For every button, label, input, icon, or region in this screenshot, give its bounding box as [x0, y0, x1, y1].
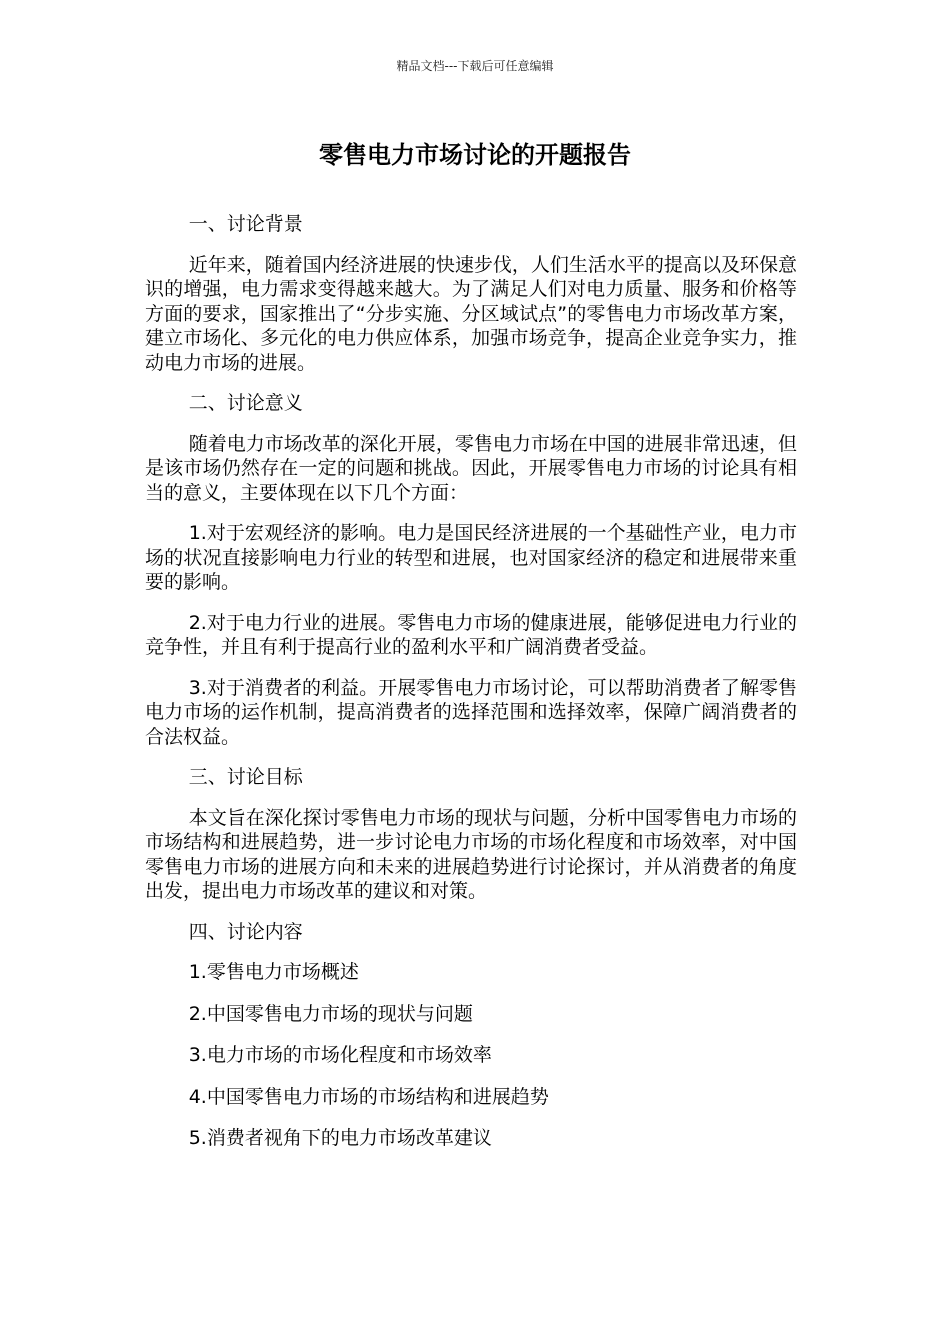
- document-title: 零售电力市场讨论的开题报告: [319, 141, 631, 169]
- section-heading-significance: 二、讨论意义: [188, 392, 303, 414]
- section-heading-content: 四、讨论内容: [188, 920, 303, 943]
- significance-point: 3.对于消费者的利益。开展零售电力市场讨论，可以帮助消费者了解零售电力市场的运作机制，提高消费者的选择范围和选择效率，保障广阔消费者的合法权益。: [145, 676, 797, 748]
- significance-point: 1.对于宏观经济的影响。电力是国民经济进展的一个基础性产业，电力市场的状况直接影响电力行业的转型和进展，也对国家经济的稳定和进展带来重要的影响。: [145, 522, 797, 593]
- objectives-paragraph: 本文旨在深化探讨零售电力市场的现状与问题，分析中国零售电力市场的市场结构和进展趋势，进一步讨论电力市场的市场化程度和市场效率，对中国零售电力市场的进展方向和未来的进展趋势进行讨论探讨，并从消费者的角度出发，提出电力市场改革的建议和对策。: [145, 806, 797, 902]
- content-list-item: 3.电力市场的市场化程度和市场效率: [188, 1044, 492, 1066]
- document-body: [145, 212, 797, 1168]
- content-list-item: 2.中国零售电力市场的现状与问题: [188, 1002, 473, 1025]
- content-list-item: 1.零售电力市场概述: [188, 961, 359, 983]
- content-list-item: 5.消费者视角下的电力市场改革建议: [188, 1127, 492, 1149]
- significance-intro-paragraph: 随着电力市场改革的深化开展，零售电力市场在中国的进展非常迅速，但是该市场仍然存在一定的问题和挑战。因此，开展零售电力市场的讨论具有相当的意义，主要体现在以下几个方面：: [145, 432, 797, 504]
- section-heading-objectives: 三、讨论目标: [188, 766, 303, 788]
- header-note: 精品文档---下载后可任意编辑: [396, 59, 554, 73]
- content-list-item: 4.中国零售电力市场的市场结构和进展趋势: [188, 1085, 549, 1108]
- background-paragraph: 近年来，随着国内经济进展的快速步伐，人们生活水平的提高以及环保意识的增强，电力需求变得越来越大。为了满足人们对电力质量、服务和价格等方面的要求，国家推出了“分步实施、分区域试点”的零售电力市场改革方案，建立市场化、多元化的电力供应体系，加强市场竞争，提高企业竞争实力，推动电力市场的进展。: [145, 253, 797, 374]
- section-heading-background: 一、讨论背景: [188, 213, 303, 235]
- significance-point: 2.对于电力行业的进展。零售电力市场的健康进展，能够促进电力行业的竞争性，并且有利于提高行业的盈利水平和广阔消费者受益。: [145, 611, 797, 658]
